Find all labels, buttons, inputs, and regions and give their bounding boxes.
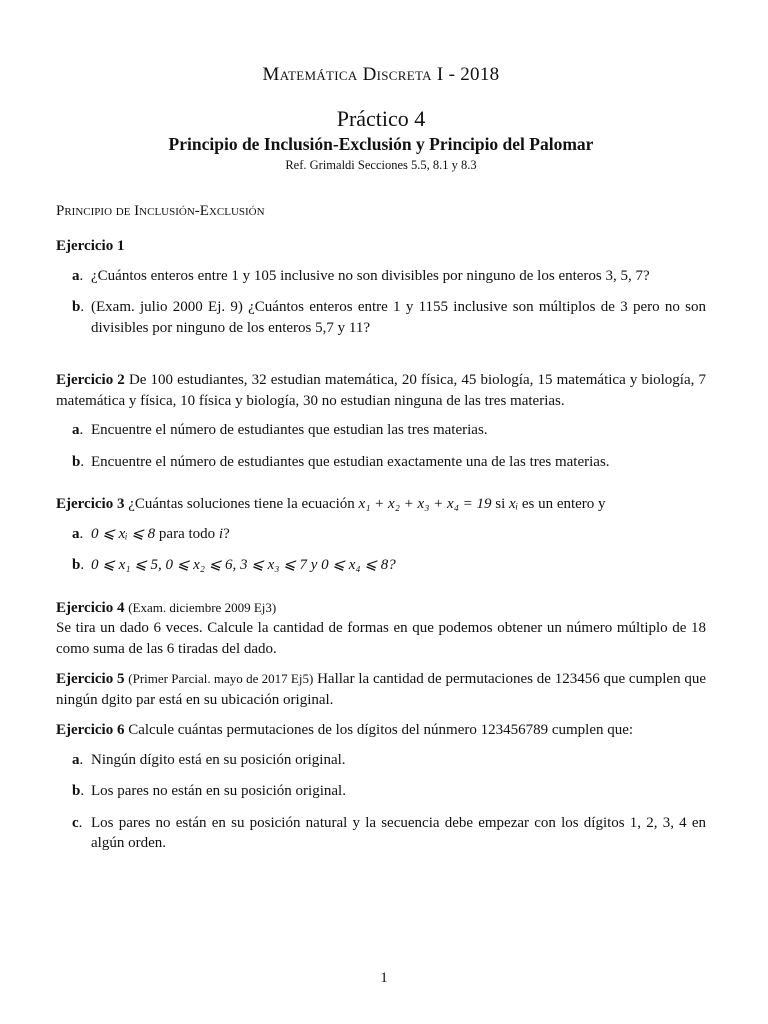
exercise-5-note: (Primer Parcial. mayo de 2017 Ej5) [128,671,314,686]
course-title: Matemática Discreta I - 2018 [262,64,500,85]
exercise-5-text: Hallar la cantidad de permutaciones de 123456 que cumplen que ningún dgito par está en su ubicación original. [56,671,707,708]
exercise-2-heading: Ejercicio 2 [56,372,125,388]
exercise-2 [56,370,706,472]
list-item [56,266,706,287]
item-label: a . [72,420,83,441]
item-label: a . [72,266,83,287]
item-label: c . [72,813,82,834]
item-text: para todo [158,525,216,542]
item-text: Ningún dígito está en su posición original. [91,751,346,768]
item-text: Los pares no están en su posición original. [91,783,346,799]
item-variable: i [218,525,224,542]
item-text: ¿Cuántos enteros entre 1 y 105 inclusive no son divisibles por ninguno de los enteros 3, 5, 7? [91,267,650,284]
item-label: b . [72,555,84,576]
exercise-4-heading: Ejercicio 4 [56,599,125,616]
exercise-6-text: Calcule cuántas permutaciones de los dígitos del núnmero 123456789 cumplen que: [128,722,634,738]
exercise-4 [56,598,706,660]
exercise-3-equation: x₁ + x₂ + x₃ + x₄ = 19 [358,496,492,512]
exercise-5 [56,669,706,710]
exercise-1-heading: Ejercicio 1 [56,238,125,254]
exercise-6-items [56,750,706,854]
exercise-3-variable: xᵢ [509,496,519,512]
list-item [56,750,706,771]
item-label: a . [72,524,83,545]
exercise-3-heading: Ejercicio 3 [56,496,125,512]
exercise-5-heading: Ejercicio 5 [56,671,125,687]
item-math: 0 ⩽ x₁ ⩽ 5, 0 ⩽ x₂ ⩽ 6, 3 ⩽ x₃ ⩽ 7 y 0 ⩽ x₄ ⩽ 8? [91,557,396,573]
exercise-2-items [56,420,706,472]
page-number: 1 [380,970,388,986]
item-label: b . [72,452,84,473]
list-item [56,524,706,545]
list-item [56,420,706,441]
page-subtitle: Principio de Inclusión-Exclusión y Principio del Palomar [168,134,594,154]
exercise-6-heading: Ejercicio 6 [56,722,125,738]
exercise-6 [56,720,706,854]
item-label: a . [72,750,83,771]
reference-line: Ref. Grimaldi Secciones 5.5, 8.1 y 8.3 [285,158,477,172]
exercise-3-text-after: es un entero y [521,496,606,512]
list-item [56,555,706,576]
item-math: 0 ⩽ xᵢ ⩽ 8 [91,525,156,542]
exercise-4-note: (Exam. diciembre 2009 Ej3) [128,599,277,615]
item-text: (Exam. julio 2000 Ej. 9) ¿Cuántos enteros entre 1 y 1155 inclusive son múltiplos de 3 pero no son divisibles por ninguno de los enteros 5,7 y 11? [91,299,706,336]
page-title: Práctico 4 [336,106,426,131]
exercise-1-items [56,266,706,339]
list-item [56,781,706,802]
exercise-2-text: De 100 estudiantes, 32 estudian matemática, 20 física, 45 biología, 15 matemática y biología, 7 matemática y física, 10 física y biología, 30 no estudian ninguna de las tres materias. [56,372,706,409]
exercise-3 [56,494,706,576]
exercise-4-text: Se tira un dado 6 veces. Calcule la cantidad de formas en que podemos obtener un número múltiplo de 18 como suma de las 6 tiradas del dado. [56,620,706,657]
item-label: b . [72,781,84,802]
item-end: ? [223,525,230,542]
item-text: Encuentre el número de estudiantes que estudian las tres materias. [91,422,488,438]
exercise-3-text-mid: si [495,496,506,512]
item-text: Encuentre el número de estudiantes que estudian exactamente una de las tres materias. [91,453,610,470]
exercise-1 [56,236,706,338]
list-item [56,813,706,854]
exercise-3-items [56,524,706,576]
list-item [56,297,706,338]
list-item [56,452,706,473]
exercise-3-text: ¿Cuántas soluciones tiene la ecuación [128,496,355,512]
section-heading: Principio de Inclusión-Exclusión [56,203,265,219]
item-label: b . [72,297,84,318]
item-text: Los pares no están en su posición natural y la secuencia debe empezar con los dígitos 1, 2, 3, 4 en algún orden. [91,814,706,851]
